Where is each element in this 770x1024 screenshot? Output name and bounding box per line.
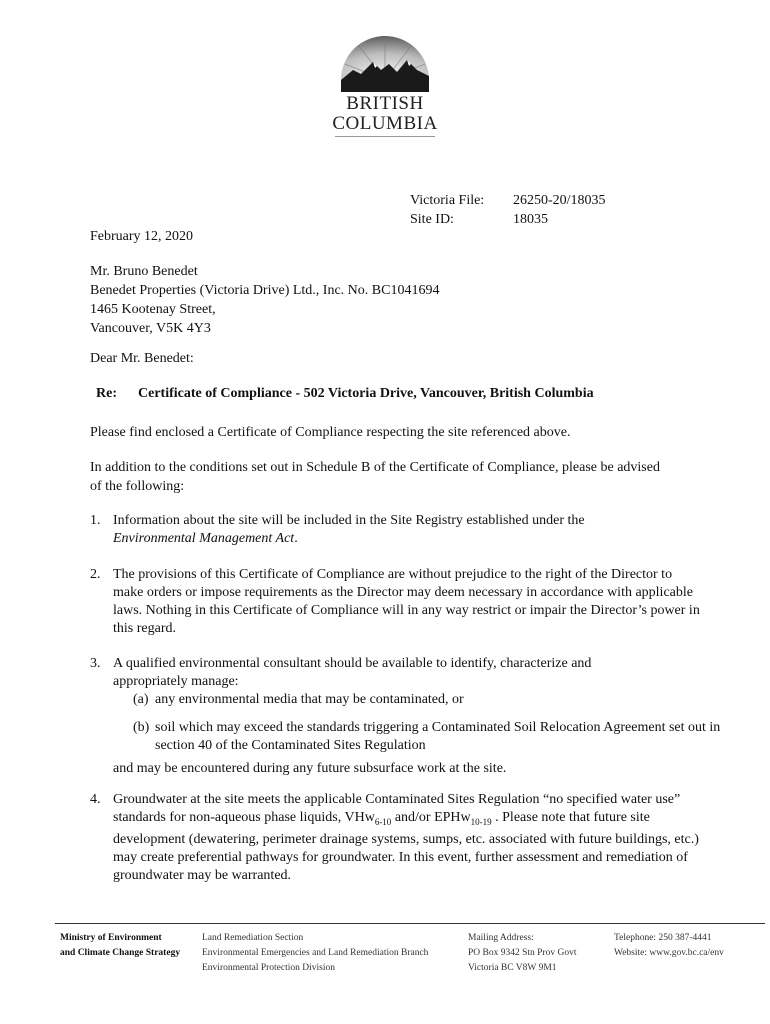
paragraph-conditions: In addition to the conditions set out in Schedule B of the Certificate of Compliance, please be advised of the following: [90,460,660,494]
footer-ministry [60,931,180,961]
footer-line: and Climate Change Strategy [60,948,181,958]
footer-line: Environmental Protection Division [202,963,335,973]
sub-text: any environmental media that may be contaminated, or [155,692,464,707]
recipient-street: 1465 Kootenay Street, [90,302,216,317]
list-item [90,566,720,638]
footer-line: Victoria BC V8W 9M1 [468,963,557,973]
sun-mountain-icon [339,32,431,94]
recipient-city: Vancouver, V5K 4Y3 [90,321,211,336]
footer-contact [614,931,724,961]
salutation: Dear Mr. Benedet: [90,351,194,366]
item-act-name: Environmental Management Act [113,531,295,546]
footer-website: Website: www.gov.bc.ca/env [614,948,724,958]
item-text-part: Groundwater at the site meets the applicable Contaminated Sites Regulation “no specified water use” standards for non-aqueous phase liquids, VHw [113,792,681,825]
bc-logo [325,32,445,144]
footer-mailing [468,931,576,976]
item-number: 2. [90,567,101,582]
logo-wordmark: BRITISH COLUMBIA [332,93,438,134]
footer-line: Land Remediation Section [202,933,304,943]
footer-line: Environmental Emergencies and Land Remediation Branch [202,948,429,958]
list-item [90,791,720,885]
subscript: 10-19 [470,816,492,827]
recipient-address [90,262,439,338]
recipient-company: Benedet Properties (Victoria Drive) Ltd., Inc. No. BC1041694 [90,283,440,298]
item-tail: and may be encountered during any future subsurface work at the site. [113,761,507,776]
item-number: 3. [90,656,101,671]
footer-line: Mailing Address: [468,933,534,943]
subscript: 6-10 [374,816,392,827]
item-number: 4. [90,792,101,807]
item-number: 1. [90,513,101,528]
item-text-part: and/or EPHw [391,810,471,825]
sub-text: soil which may exceed the standards triggering a Contaminated Soil Relocation Agreement set out in section 40 of the Contaminated Sites Regulation [155,720,721,753]
site-value: 18035 [513,212,548,227]
footer-line: PO Box 9342 Stn Prov Govt [468,948,577,958]
sub-label: (a) [133,692,149,707]
item-text: Information about the site will be included in the Site Registry established under the [113,513,585,528]
item-text: A qualified environmental consultant should be available to identify, characterize and appropriately manage: [113,656,592,689]
subject-text: Certificate of Compliance - 502 Victoria Drive, Vancouver, British Columbia [138,386,594,401]
logo-divider [335,136,435,137]
subject-line [96,386,594,402]
sub-item-b [133,719,725,755]
footer-section [202,931,428,976]
item-period: . [294,531,298,546]
recipient-name: Mr. Bruno Benedet [90,264,198,279]
item-text: The provisions of this Certificate of Compliance are without prejudice to the right of the Director to make orders or impose requirements as the Director may deem necessary in accordance with applicable laws. Nothing in this Certificate of Compliance will in any way restrict or impair the Director’s power in this regard. [113,567,700,636]
item-text-part: . Please note that future site development (dewatering, perimeter drainage systems, sumps, etc. associated with future buildings, etc.) may create preferential pathways for groundwater. In this event, further assessment and remediation of groundwater may be warranted. [113,810,699,883]
file-reference [410,191,606,229]
list-item [90,655,720,778]
paragraph-intro: Please find enclosed a Certificate of Compliance respecting the site referenced above. [90,425,571,440]
footer-line: Ministry of Environment [60,933,162,943]
footer-divider [55,923,765,924]
file-label: Victoria File: [410,193,485,208]
sub-item-a [133,691,720,709]
letter-date: February 12, 2020 [90,229,194,244]
footer-phone: Telephone: 250 387-4441 [614,933,712,943]
subject-label: Re: [96,386,117,401]
file-value: 26250-20/18035 [513,193,606,208]
list-item [90,512,720,548]
item-text [113,791,713,885]
site-label: Site ID: [410,212,454,227]
sub-label: (b) [133,720,150,735]
